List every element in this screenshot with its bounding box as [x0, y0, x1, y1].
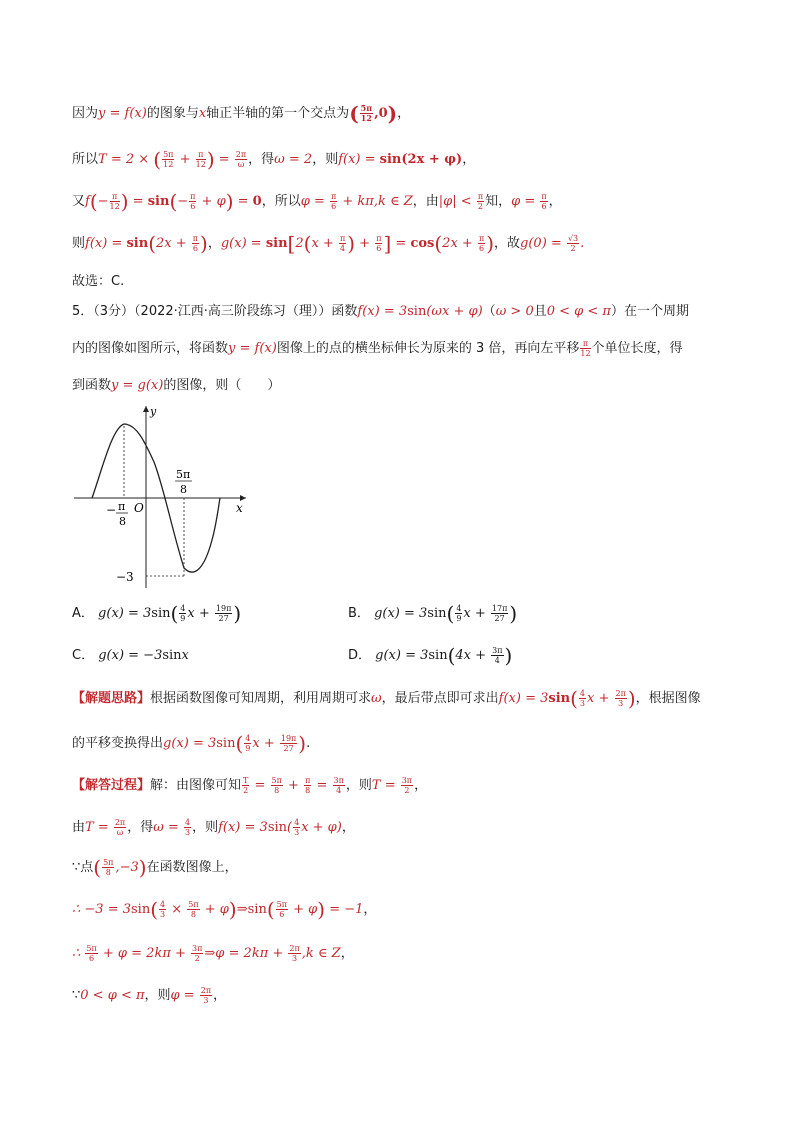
process-line-4: ∴ −3 = 3sin( $\frac{4}{3}$ × $\frac{5\pi}{8}$ + φ)⇒sin( $\frac{5\pi}{6}$ + φ) = −1， [72, 897, 377, 922]
left-den: 8 [119, 515, 126, 528]
process-line-2: 由T = $\frac{2\pi}{\omega}$ ，得ω = $\frac{4}{3}$ ，则f(x) = 3sin( $\frac{4}{3}$ x + φ)， [72, 818, 355, 837]
analysis-line-2: 的平移变换得出g(x) = 3sin( $\frac{4}{9}$ x + $\frac{19\pi}{27}$ ). [72, 731, 311, 756]
solution-line-1: 因为y = f(x)的图象与x轴正半轴的第一个交点为( $\frac{5\pi}{12}$ ,0)， [72, 101, 411, 126]
solution-line-4: 则f(x) = sin(2x + $\frac{\pi}{6}$ )，g(x) = sin[2(x + $\frac{\pi}{4}$ ) + $\frac{\pi}{6}$ ] = cos(2x + $\frac{\pi}{6}$ )，故g(0) = $\frac{√3}{2}$ . [72, 231, 585, 256]
x-axis-label: x [236, 501, 243, 515]
question-line-2: 内的图像如图所示，将函数y = f(x)图像上的点的横坐标伸长为原来的 3 倍，再向左平移 $\frac{\pi}{12}$ 个单位长度，得 [72, 339, 683, 358]
choice-line: 故选：C. [72, 274, 125, 289]
option-a[interactable]: A． g(x) = 3sin( $\frac{4}{9}$ x + $\frac{19\pi}{27}$ ) [72, 601, 242, 626]
solution-line-3: 又f(− $\frac{\pi}{12}$ ) = sin(− $\frac{\pi}{6}$ + φ) = 0，所以φ = $\frac{\pi}{6}$ + kπ,k ∈ Z，由|φ| < $\frac{\pi}{2}$ 知，φ = $\frac{\pi}{6}$ ， [72, 189, 562, 214]
right-num: 5π [176, 468, 191, 481]
process-line-5: ∴ $\frac{5\pi}{6}$ + φ = 2kπ + $\frac{3\pi}{2}$ ⇒φ = 2kπ + $\frac{2\pi}{3}$ ,k ∈ Z， [72, 944, 354, 963]
min-label: −3 [116, 570, 134, 584]
question-line-1: 5．（3分）（2022·江西·高三阶段练习（理））函数f(x) = 3sin(ωx + φ)（ω > 0且0 < φ < π）在一个周期 [72, 304, 689, 319]
process-line-3: ∵点( $\frac{5\pi}{8}$ ,−3)在函数图像上， [72, 855, 238, 880]
option-b[interactable]: B． g(x) = 3sin( $\frac{4}{9}$ x + $\frac{17\pi}{27}$ ) [348, 601, 518, 626]
function-graph [70, 400, 260, 590]
option-d[interactable]: D． g(x) = 3sin(4x + $\frac{3\pi}{4}$ ) [348, 643, 513, 668]
left-num: π [118, 500, 126, 513]
y-axis-label: y [150, 405, 157, 418]
analysis-line-1: 【解题思路】根据函数图像可知周期，利用周期可求ω，最后带点即可求出f(x) = 3sin( $\frac{4}{3}$ x + $\frac{2\pi}{3}$ )，根据图像 [72, 686, 701, 711]
process-line-6: ∵0 < φ < π，则φ = $\frac{2\pi}{3}$ ， [72, 986, 227, 1005]
process-line-1: 【解答过程】解：由图像可知 $\frac{T}{2}$ = $\frac{5\pi}{8}$ + $\frac{\pi}{8}$ = $\frac{3\pi}{4}$ ，则T = $\frac{3\pi}{2}$ ， [72, 776, 428, 795]
origin-label: O [134, 501, 144, 515]
left-sign: − [106, 503, 117, 517]
question-line-3: 到函数y = g(x)的图像，则（ ） [72, 378, 281, 393]
option-c[interactable]: C． g(x) = −3sinx [72, 648, 189, 663]
solution-line-2: 所以T = 2 × ( $\frac{5\pi}{12}$ + $\frac{\pi}{12}$ ) = $\frac{2\pi}{\omega}$ ，得ω = 2，则f(x) = sin(2x + φ)， [72, 147, 476, 172]
right-den: 8 [180, 483, 187, 496]
